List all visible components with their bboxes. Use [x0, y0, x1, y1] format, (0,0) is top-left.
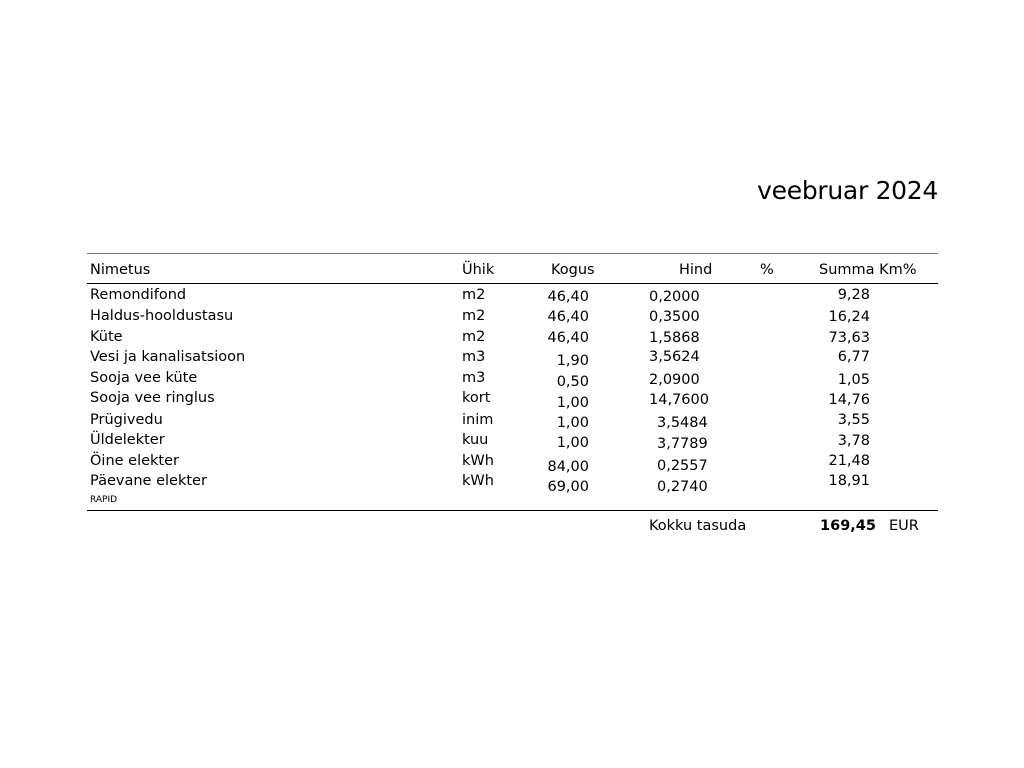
- row-qty: 1,00: [556, 395, 589, 411]
- row-qty: 1,00: [556, 435, 589, 451]
- header-divider: [87, 283, 938, 284]
- header-qty: Kogus: [551, 262, 595, 278]
- row-price: 3,5484: [657, 415, 708, 431]
- row-sum: 21,48: [828, 453, 870, 469]
- row-unit: kuu: [462, 432, 489, 448]
- row-unit: kort: [462, 390, 491, 406]
- header-name: Nimetus: [90, 262, 151, 278]
- row-unit: kWh: [462, 473, 494, 489]
- row-name: Haldus-hooldustasu: [90, 308, 234, 324]
- row-sum: 6,77: [837, 349, 870, 365]
- row-sum: 3,78: [837, 433, 870, 449]
- row-unit: m2: [462, 329, 486, 345]
- row-qty: 1,90: [556, 353, 589, 369]
- row-unit: m3: [462, 370, 486, 386]
- row-name: Päevane elekter: [90, 473, 207, 489]
- row-qty: 0,50: [556, 374, 589, 390]
- row-sum: 1,05: [837, 372, 870, 388]
- row-price: 0,3500: [649, 309, 700, 325]
- row-qty: 46,40: [547, 289, 589, 305]
- row-unit: inim: [462, 412, 494, 428]
- row-qty: 84,00: [547, 459, 589, 475]
- row-unit: m2: [462, 308, 486, 324]
- row-price: 2,0900: [649, 372, 700, 388]
- row-price: 14,7600: [649, 392, 709, 408]
- total-value: 169,45: [820, 518, 876, 534]
- header-sum: Summa Km%: [819, 262, 917, 278]
- table-bottom-divider: [87, 510, 938, 511]
- row-price: 1,5868: [649, 330, 700, 346]
- row-sum: 3,55: [837, 412, 870, 428]
- row-sum: 73,63: [828, 330, 870, 346]
- row-name: Remondifond: [90, 287, 187, 303]
- invoice-period-title: veebruar 2024: [757, 176, 938, 205]
- table-top-divider: [87, 253, 938, 254]
- row-price: 0,2740: [657, 479, 708, 495]
- row-price: 0,2000: [649, 289, 700, 305]
- row-qty: 46,40: [547, 330, 589, 346]
- total-label: Kokku tasuda: [649, 518, 747, 534]
- total-currency: EUR: [889, 518, 919, 534]
- row-sum: 9,28: [837, 287, 870, 303]
- row-qty: 46,40: [547, 309, 589, 325]
- row-unit: kWh: [462, 453, 494, 469]
- table-footnote: RAPID: [90, 495, 118, 505]
- row-name: Üldelekter: [90, 432, 165, 448]
- row-price: 0,2557: [657, 458, 708, 474]
- row-name: Küte: [90, 329, 123, 345]
- row-qty: 69,00: [547, 479, 589, 495]
- row-sum: 16,24: [828, 309, 870, 325]
- header-unit: Ühik: [462, 262, 495, 278]
- row-qty: 1,00: [556, 415, 589, 431]
- row-name: Prügivedu: [90, 412, 163, 428]
- row-price: 3,7789: [657, 436, 708, 452]
- row-price: 3,5624: [649, 349, 700, 365]
- row-name: Öine elekter: [90, 453, 179, 469]
- row-sum: 14,76: [828, 392, 870, 408]
- row-unit: m2: [462, 287, 486, 303]
- row-name: Sooja vee ringlus: [90, 390, 215, 406]
- header-percent: %: [760, 262, 774, 278]
- row-sum: 18,91: [828, 473, 870, 489]
- header-price: Hind: [679, 262, 713, 278]
- row-name: Sooja vee küte: [90, 370, 198, 386]
- row-unit: m3: [462, 349, 486, 365]
- row-name: Vesi ja kanalisatsioon: [90, 349, 246, 365]
